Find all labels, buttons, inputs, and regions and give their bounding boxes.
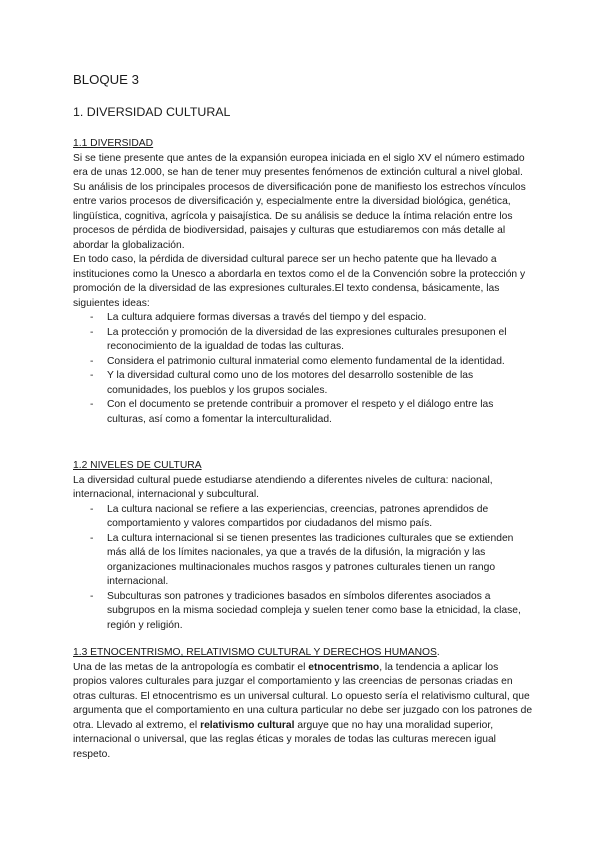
- list-item: - Y la diversidad cultural como uno de los motores del desarrollo sostenible de las comunidades, los pueblos y los grupos sociales.: [73, 369, 533, 398]
- list-item: - Subculturas son patrones y tradiciones basados en símbolos diferentes asociados a subgrupos en la misma sociedad compleja y suelen tener como base la etnicidad, la clase, región y religión.: [73, 590, 533, 634]
- list-item: - La cultura adquiere formas diversas a través del tiempo y del espacio.: [73, 311, 533, 326]
- levels-list: [73, 503, 533, 634]
- text-run: arguye que no hay una moralidad superior, internacional o universal, que las reglas éticas y morales de todas las culturas merecen igual respeto.: [73, 719, 496, 760]
- term-relativismo-cultural: relativismo cultural: [200, 719, 295, 731]
- section-heading: 1. DIVERSIDAD CULTURAL: [73, 105, 231, 119]
- section-niveles: [73, 459, 533, 633]
- section-etnocentrismo: [73, 646, 533, 762]
- bloque-heading: BLOQUE 3: [73, 72, 139, 87]
- subsection-title: 1.2 NIVELES DE CULTURA: [73, 460, 202, 471]
- ideas-list: [73, 311, 533, 427]
- list-item: - La protección y promoción de la diversidad de las expresiones culturales presuponen el reconocimiento de la igualdad de todas las culturas.: [73, 326, 533, 355]
- text-run: , la tendencia a aplicar los propios valores culturales para juzgar el comportamiento y las creencias de personas criadas en otras culturas. El etnocentrismo es un universal cultural. Lo opuesto sería el relativismo cultural, que argumenta que el comportamiento en una cultura particular no debe ser juzgado con los patrones de otra. Llevado al extremo, el: [73, 661, 533, 731]
- title-period: .: [436, 647, 440, 658]
- section-diversidad: [73, 137, 533, 427]
- list-item: - La cultura internacional si se tienen presentes las tradiciones culturales que se extienden más allá de los límites nacionales, ya que a través de la difusión, la migración y las organizaciones multinacionales muchos rasgos y patrones culturales tienen un rango internacional.: [73, 532, 533, 590]
- term-etnocentrismo: etnocentrismo: [308, 661, 380, 673]
- list-item: - La cultura nacional se refiere a las experiencias, creencias, patrones aprendidos de comportamiento y valores compartidos por ciudadanos del mismo país.: [73, 503, 533, 532]
- text-run: Una de las metas de la antropología es combatir el: [73, 661, 309, 673]
- paragraph: La diversidad cultural puede estudiarse atendiendo a diferentes niveles de cultura: nacional, internacional, internacional y subcultural.: [73, 474, 493, 500]
- subsection-heading-line: [73, 646, 533, 661]
- list-item: - Considera el patrimonio cultural inmaterial como elemento fundamental de la identidad.: [73, 355, 533, 370]
- paragraph: En todo caso, la pérdida de diversidad cultural parece ser un hecho patente que ha llevado a instituciones como la Unesco a abordarla en textos como el de la Convención sobre la protección y promoción de la diversidad de las expresiones culturales.El texto condensa, básicamente, las siguientes ideas:: [73, 254, 526, 309]
- subsection-title: 1.3 ETNOCENTRISMO, RELATIVISMO CULTURAL Y DERECHOS HUMANOS: [73, 647, 437, 658]
- list-item: - Con el documento se pretende contribuir a promover el respeto y el diálogo entre las culturas, así como a fomentar la interculturalidad.: [73, 398, 533, 427]
- paragraph: Si se tiene presente que antes de la expansión europea iniciada en el siglo XV el número estimado era de unas 12.000, se han de tener muy presentes fenómenos de extinción cultural a nivel global. Su análisis de los principales procesos de diversificación pone de manifiesto los estrechos vínculos entre varios procesos de diversificación y, especialmente entre la diversidad biológica, genética, lingüística, cognitiva, agrícola y paisajística. De su análisis se deduce la íntima relación entre los procesos de pérdida de biodiversidad, paisajes y culturas que estudiaremos con más detalle al abordar la globalización.: [73, 152, 526, 251]
- subsection-title: 1.1 DIVERSIDAD: [73, 138, 154, 149]
- paragraph: [73, 661, 533, 763]
